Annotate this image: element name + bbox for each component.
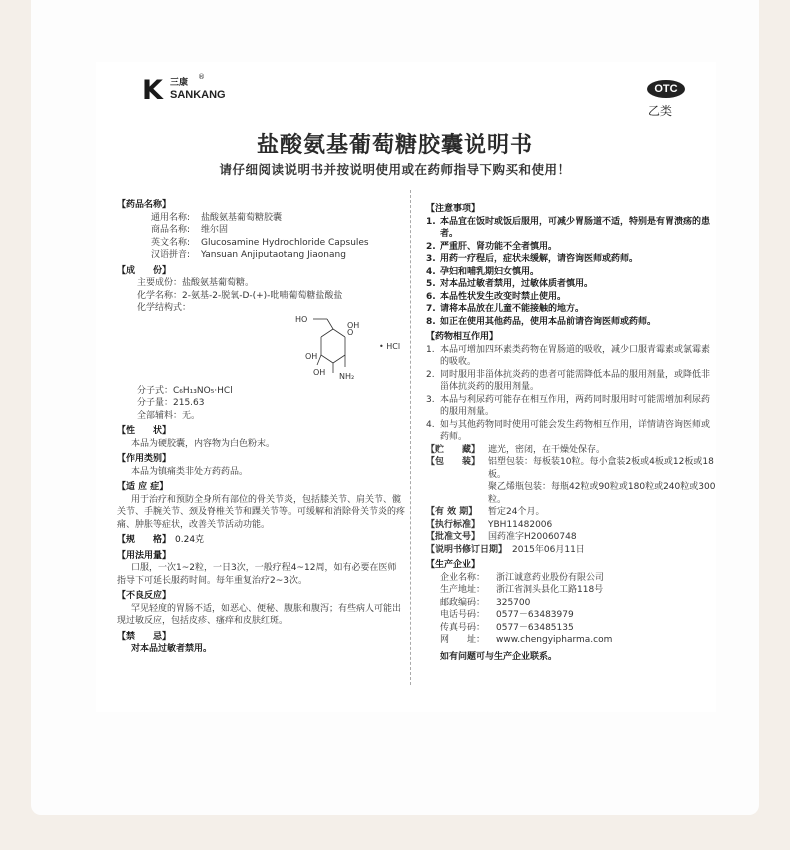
label-oh-top: OH (347, 320, 360, 330)
logo-cn: 三康 (170, 78, 189, 88)
label-oh-left: OH (305, 351, 318, 361)
label-ho: HO (295, 314, 308, 324)
spec-heading: 【规 格】 0.24克 (117, 535, 205, 545)
company-row: 电话号码： 0577－63483979 (440, 610, 574, 620)
structure-label: 化学结构式： (137, 303, 192, 313)
adverse-text: 罕见轻度的胃肠不适，如恶心、便秘、腹胀和腹泻；有些病人可能出现过敏反应，包括皮疹、瘙痒和皮肤红斑。 (117, 603, 402, 626)
label-ring-o: O (347, 327, 354, 337)
category-heading: 【作用类别】 (117, 454, 172, 464)
character-heading: 【性 状】 (117, 426, 172, 436)
logo-reg: ® (198, 73, 205, 81)
precautions-heading: 【注意事项】 (426, 204, 481, 214)
interaction-heading: 【药物相互作用】 (426, 332, 499, 342)
list-item: 8. 如正在使用其他药品，使用本品前请咨询医师或药师。 (426, 316, 657, 327)
list-item: 4. 如与其他药物同时使用可能会发生药物相互作用，详情请咨询医师或药师。 (426, 419, 711, 442)
drug-name-heading: 【药品名称】 (117, 200, 172, 210)
composition-heading: 【成 份】 (117, 265, 172, 276)
contra-text: 对本品过敏者禁用。 (131, 644, 213, 654)
label-oh-bottom: OH (313, 367, 326, 377)
column-divider (410, 190, 411, 685)
list-item: 7. 请将本品放在儿童不能接触的地方。 (426, 304, 585, 314)
logo-en: SANKANG (170, 89, 226, 101)
company-row: 生产地址： 浙江省洞头县化工路118号 (440, 585, 604, 595)
approval-row: 【批准文号】 国药准字H20060748 (426, 532, 577, 542)
company-row: 传真号码： 0577－63485135 (440, 622, 574, 633)
indication-heading: 【适 应 症】 (117, 482, 169, 492)
document-title: 盐酸氨基葡萄糖胶囊说明书 (256, 133, 533, 158)
drug-name-row: 商品名称: 维尔固 (151, 225, 229, 235)
company-row: 企业名称： 浙江诚意药业股份有限公司 (440, 572, 605, 583)
document-subtitle: 请仔细阅读说明书并按说明使用或在药师指导下购买和使用！ (219, 162, 571, 177)
contact-note: 如有问题可与生产企业联系。 (440, 651, 558, 662)
storage-row: 【贮 藏】 遮光，密闭，在干燥处保存。 (426, 444, 606, 455)
molecular-formula: 分子式：C₆H₁₃NO₅·HCl (137, 385, 233, 396)
main-ingredient: 主要成份：盐酸氨基葡萄糖。 (137, 278, 255, 288)
drug-name-row: 英文名称: Glucosamine Hydrochloride Capsules (151, 237, 369, 248)
left-column (117, 196, 405, 656)
right-column (426, 200, 716, 663)
list-item: 1. 本品宜在饭时或饭后服用，可减少胃肠道不适，特别是有胃溃疡的患者。 (426, 216, 711, 239)
usage-text: 口服，一次1~2粒，一日3次，一般疗程4~12周，如有必要在医师指导下可延长服药时间。每年重复治疗2~3次。 (117, 563, 397, 586)
list-item: 6. 本品性状发生改变时禁止使用。 (426, 291, 567, 302)
label-nh2: NH₂ (339, 371, 355, 381)
indication-text: 用于治疗和预防全身所有部位的骨关节炎，包括膝关节、肩关节、髋关节、手腕关节、颈及脊椎关节和踝关节等。可缓解和消除骨关节炎的疼痛、肿胀等症状，改善关节活动功能。 (117, 494, 406, 530)
logo-mark: K (142, 75, 161, 106)
chemical-name: 化学名称：2-氨基-2-脱氧-D-(+)-吡喃葡萄糖盐酸盐 (137, 290, 343, 301)
adverse-heading: 【不良反应】 (117, 591, 172, 601)
spec-text: 0.24克 (175, 535, 205, 545)
contra-heading: 【禁 忌】 (117, 631, 172, 642)
revision-row: 【说明书修订日期】 2015年06月11日 (426, 544, 585, 555)
drug-name-row: 汉语拼音: Yansuan Anjiputaotang Jiaonang (151, 250, 346, 260)
otc-badge: OTC (647, 80, 685, 98)
package-row-2: 聚乙烯瓶包装：每瓶42粒或90粒或180粒或240粒或300粒。 (488, 482, 716, 505)
sankang-logo (142, 73, 252, 105)
company-row: 网 址： www.chengyipharma.com (440, 635, 613, 645)
list-item: 2. 同时服用非甾体抗炎药的患者可能需降低本品的服用剂量，或降低非甾体抗炎药的服用剂量。 (426, 369, 711, 392)
category-text: 本品为镇痛类非处方药药品。 (131, 466, 249, 477)
manufacturer-heading: 【生产企业】 (426, 560, 481, 570)
package-row: 【包 装】 铝塑包装：每板装10粒。每小盒装2板或4板或12板或18板。 (426, 457, 714, 480)
list-item: 1. 本品可增加四环素类药物在胃肠道的吸收，减少口服青霉素或氯霉素的吸收。 (426, 344, 711, 367)
list-item: 3. 用药一疗程后，症状未缓解，请咨询医师或药师。 (426, 254, 639, 264)
usage-heading: 【用法用量】 (117, 550, 172, 561)
character-text: 本品为硬胶囊，内容物为白色粉末。 (131, 438, 276, 449)
label-hcl: • HCl (379, 341, 401, 351)
validity-row: 【有 效 期】 暂定24个月。 (426, 507, 545, 517)
list-item: 2. 严重肝、肾功能不全者慎用。 (426, 241, 558, 252)
otc-class: 乙类 (648, 104, 673, 118)
excipients: 全部辅料：无。 (137, 410, 201, 421)
company-row: 邮政编码： 325700 (440, 597, 531, 608)
chemical-structure (137, 315, 405, 385)
list-item: 3. 本品与利尿药可能存在相互作用，两药同时服用时可能需增加利尿药的服用剂量。 (426, 394, 711, 417)
list-item: 5. 对本品过敏者禁用，过敏体质者慎用。 (426, 279, 594, 289)
molecular-weight: 分子量：215.63 (137, 398, 205, 408)
structure-diagram (287, 315, 427, 385)
drug-name-row: 通用名称: 盐酸氨基葡萄糖胶囊 (151, 212, 283, 223)
list-item: 4. 孕妇和哺乳期妇女慎用。 (426, 266, 540, 277)
standard-row: 【执行标准】 YBH11482006 (426, 519, 553, 530)
